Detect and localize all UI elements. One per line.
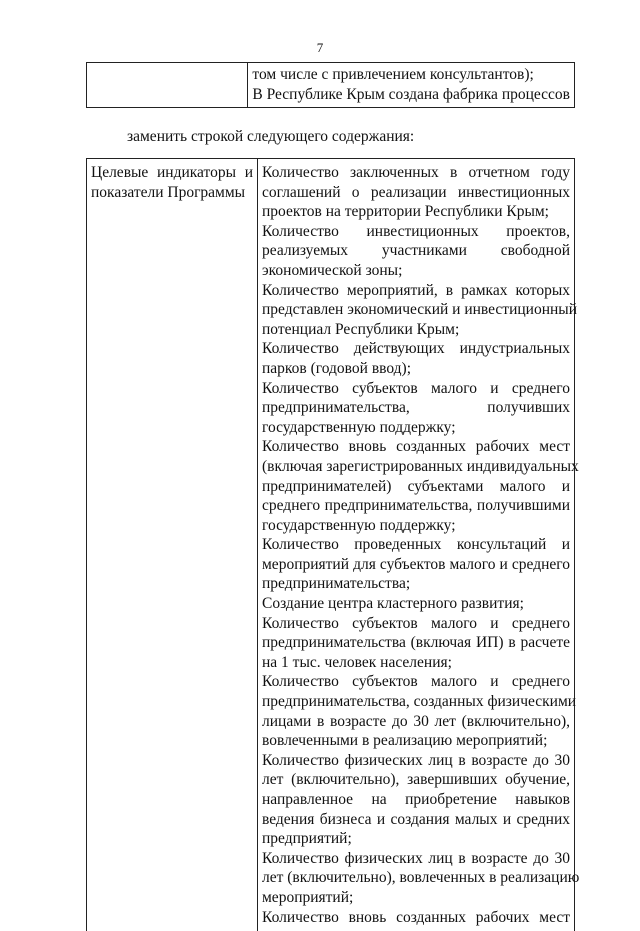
indicators-list bbox=[262, 163, 570, 927]
indicator-line: представлен экономический и инвестиционный bbox=[262, 300, 570, 320]
cell-line: В Республике Крым создана фабрика процессов bbox=[252, 85, 570, 105]
indicator-line: соглашений о реализации инвестиционных bbox=[262, 183, 570, 203]
previous-table-fragment bbox=[86, 62, 575, 108]
indicator-line: Количество инвестиционных проектов, bbox=[262, 222, 570, 242]
indicator-line: мероприятий для субъектов малого и среднего bbox=[262, 555, 570, 575]
indicator-line: Количество субъектов малого и среднего bbox=[262, 614, 570, 634]
indicator-line: Количество проведенных консультаций и bbox=[262, 535, 570, 555]
indicator-line: лицами в возрасте до 30 лет (включительно), bbox=[262, 712, 570, 732]
indicator-line: Количество вновь созданных рабочих мест bbox=[262, 437, 570, 457]
table-cell-left bbox=[87, 63, 248, 108]
indicator-line: лет (включительно), вовлеченных в реализацию bbox=[262, 868, 570, 888]
table-cell-right bbox=[248, 63, 575, 108]
header-line: показатели Программы bbox=[91, 183, 253, 203]
indicator-line: Количество мероприятий, в рамках которых bbox=[262, 281, 570, 301]
indicator-line: ведения бизнеса и создания малых и средних bbox=[262, 810, 570, 830]
indicator-line: предпринимательства; bbox=[262, 574, 570, 594]
indicator-line: реализуемых участниками свободной bbox=[262, 241, 570, 261]
indicator-line: направленное на приобретение навыков bbox=[262, 790, 570, 810]
page-number: 7 bbox=[0, 40, 640, 56]
cell-line: том числе с привлечением консультантов); bbox=[252, 65, 570, 85]
indicator-line: предприятий; bbox=[262, 829, 570, 849]
instruction-text: заменить строкой следующего содержания: bbox=[127, 128, 414, 146]
indicators-header-cell bbox=[87, 159, 258, 931]
indicator-line: Количество субъектов малого и среднего bbox=[262, 379, 570, 399]
table-row bbox=[87, 159, 575, 931]
indicator-line: на 1 тыс. человек населения; bbox=[262, 653, 570, 673]
indicator-line: Количество физических лиц в возрасте до 30 bbox=[262, 849, 570, 869]
header-line: Целевые индикаторы и bbox=[91, 163, 253, 183]
indicator-line: вовлеченными в реализацию мероприятий; bbox=[262, 731, 570, 751]
indicator-line: лет (включительно), завершивших обучение, bbox=[262, 770, 570, 790]
indicator-line: парков (годовой ввод); bbox=[262, 359, 570, 379]
indicator-line: государственную поддержку; bbox=[262, 516, 570, 536]
indicator-line: экономической зоны; bbox=[262, 261, 570, 281]
indicator-line: Количество физических лиц в возрасте до 30 bbox=[262, 751, 570, 771]
indicator-line: Количество субъектов малого и среднего bbox=[262, 672, 570, 692]
indicators-list-cell bbox=[258, 159, 575, 931]
indicator-line: среднего предпринимательства, получившими bbox=[262, 496, 570, 516]
indicator-line: потенциал Республики Крым; bbox=[262, 320, 570, 340]
indicator-line: (включая зарегистрированных индивидуальных bbox=[262, 457, 570, 477]
indicator-line: государственную поддержку; bbox=[262, 418, 570, 438]
indicator-line: предпринимательства (включая ИП) в расчете bbox=[262, 633, 570, 653]
indicator-line: Количество вновь созданных рабочих мест bbox=[262, 908, 570, 928]
indicator-line: Количество действующих индустриальных bbox=[262, 339, 570, 359]
indicator-line: Количество заключенных в отчетном году bbox=[262, 163, 570, 183]
indicators-table bbox=[86, 158, 575, 931]
indicator-line: мероприятий; bbox=[262, 888, 570, 908]
indicator-line: предпринимателей) субъектами малого и bbox=[262, 477, 570, 497]
indicator-line: проектов на территории Республики Крым; bbox=[262, 202, 570, 222]
indicator-line: предпринимательства, получивших bbox=[262, 398, 570, 418]
table-row bbox=[87, 63, 575, 108]
indicator-line: предпринимательства, созданных физическими bbox=[262, 692, 570, 712]
indicator-line: Создание центра кластерного развития; bbox=[262, 594, 570, 614]
